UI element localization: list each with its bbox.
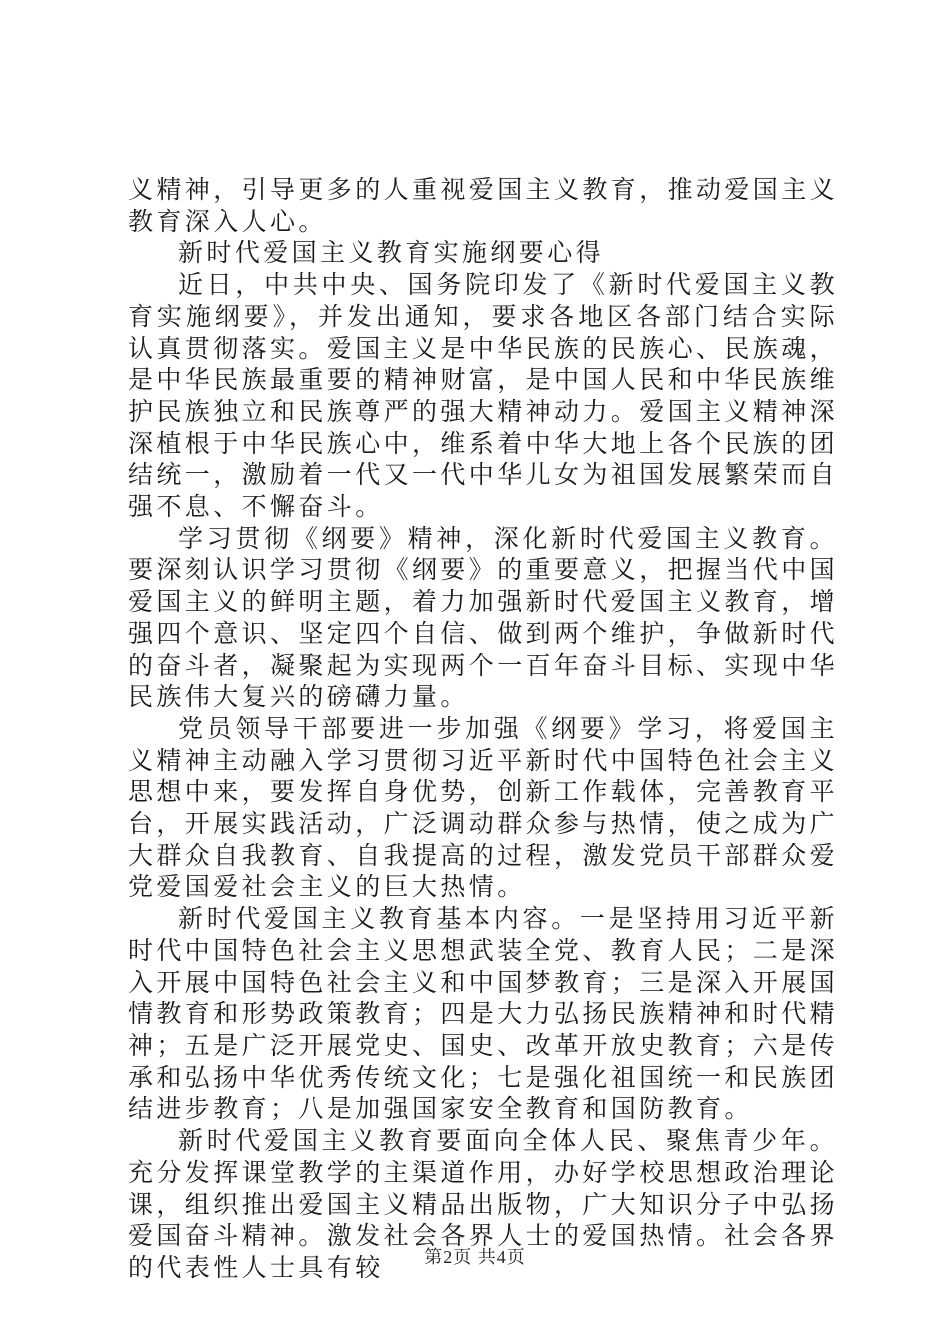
paragraph-continuation: 义精神，引导更多的人重视爱国主义教育，推动爱国主义教育深入人心。 bbox=[128, 175, 839, 236]
paragraph: 近日，中共中央、国务院印发了《新时代爱国主义教育实施纲要》，并发出通知，要求各地区各部门结合实际认真贯彻落实。爱国主义是中华民族的民族心、民族魂，是中华民族最重要的精神财富，是中国人民和中华民族维护民族独立和民族尊严的强大精神动力。爱国主义精神深深植根于中华民族心中，维系着中华大地上各个民族的团结统一，激励着一代又一代中华儿女为祖国发展繁荣而自强不息、不懈奋斗。 bbox=[128, 270, 839, 522]
paragraph: 学习贯彻《纲要》精神，深化新时代爱国主义教育。要深刻认识学习贯彻《纲要》的重要意义，把握当代中国爱国主义的鲜明主题，着力加强新时代爱国主义教育，增强四个意识、坚定四个自信、做到两个维护，争做新时代的奋斗者，凝聚起为实现两个一百年奋斗目标、实现中华民族伟大复兴的磅礴力量。 bbox=[128, 523, 839, 712]
section-heading: 新时代爱国主义教育实施纲要心得 bbox=[178, 238, 605, 268]
page-number-footer: 第2页 共4页 bbox=[424, 1247, 526, 1267]
paragraph: 党员领导干部要进一步加强《纲要》学习，将爱国主义精神主动融入学习贯彻习近平新时代中国特色社会主义思想中来，要发挥自身优势，创新工作载体，完善教育平台，开展实践活动，广泛调动群众参与热情，使之成为广大群众自我教育、自我提高的过程，激发党员干部群众爱党爱国爱社会主义的巨大热情。 bbox=[128, 713, 839, 902]
document-body bbox=[128, 174, 838, 1284]
paragraph: 新时代爱国主义教育基本内容。一是坚持用习近平新时代中国特色社会主义思想武装全党、教育人民；二是深入开展中国特色社会主义和中国梦教育；三是深入开展国情教育和形势政策教育；四是大力弘扬民族精神和时代精神；五是广泛开展党史、国史、改革开放史教育；六是传承和弘扬中华优秀传统文化；七是强化祖国统一和民族团结进步教育；八是加强国家安全教育和国防教育。 bbox=[128, 904, 839, 1124]
paragraph: 新时代爱国主义教育要面向全体人民、聚焦青少年。充分发挥课堂教学的主渠道作用，办好学校思想政治理论课，组织推出爱国主义精品出版物，广大知识分子中弘扬爱国奋斗精神。激发社会各界人士的爱国热情。社会各界的代表性人士具有较 bbox=[128, 1126, 839, 1282]
